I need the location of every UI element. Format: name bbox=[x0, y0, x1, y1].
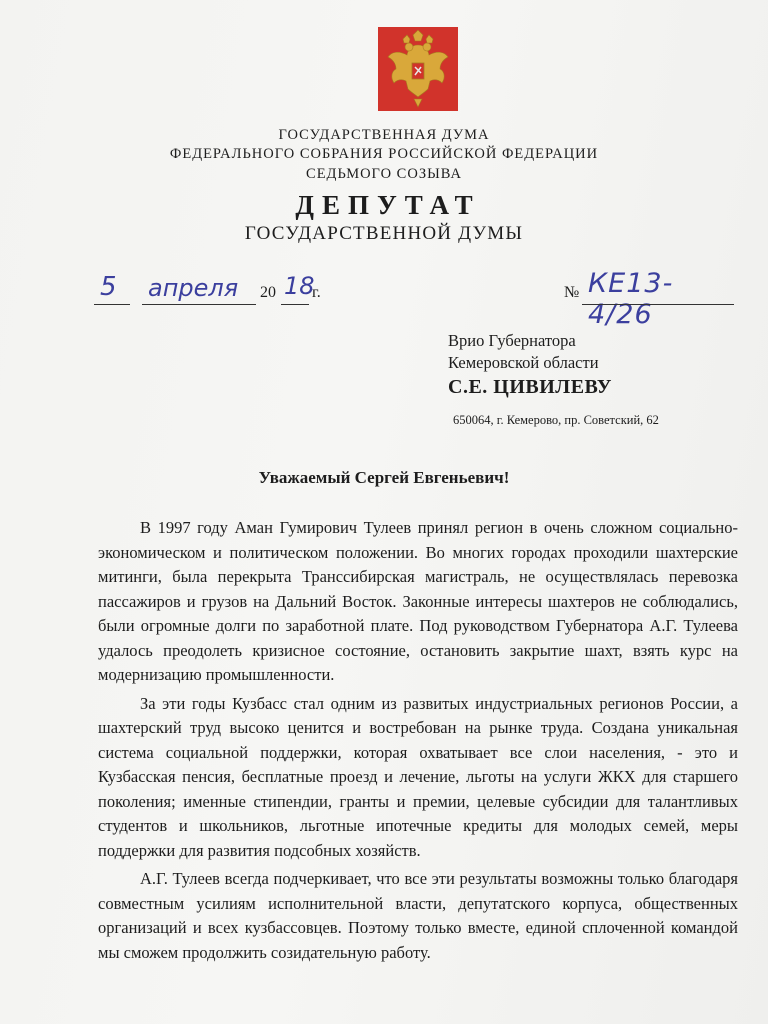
header-line-convocation: СЕДЬМОГО СОЗЫВА bbox=[306, 166, 462, 182]
date-year-prefix: 20 bbox=[260, 284, 276, 301]
date-month-underline bbox=[142, 304, 256, 305]
addressee-postal-address: 650064, г. Кемерово, пр. Советский, 62 bbox=[453, 413, 659, 427]
date-month: апреля bbox=[148, 274, 239, 302]
addressee-position: Врио Губернатора bbox=[448, 331, 576, 350]
body-paragraph: А.Г. Тулеев всегда подчеркивает, что все эти результаты возможны только благодаря совместным усилиям исполнительной власти, депутатского корпуса, общественных организаций и всех кузбассовцев. Поэтому только вместе, единой сплоченной командой мы сможем продолжить созидательную работу. bbox=[98, 869, 738, 962]
header-duma-subtitle: ГОСУДАРСТВЕННОЙ ДУМЫ bbox=[244, 223, 524, 244]
addressee-block bbox=[448, 330, 612, 398]
date-year-underline bbox=[281, 304, 309, 305]
body-paragraph: В 1997 году Аман Гумирович Тулеев принял регион в очень сложном социально-экономическом и политическом положении. Во многих городах проходили шахтерские митинги, была перекрыта Транссибирская магистраль, не осуществлялась перевозка пассажиров и грузов на Дальний Восток. Законные интересы шахтеров не соблюдались, были огромные долги по заработной плате. Под руководством Губернатора А.Г. Тулеева удалось преодолеть кризисное состояние, остановить закрытие шахт, взять курс на модернизацию промышленности. bbox=[98, 518, 738, 684]
body-paragraph: За эти годы Кузбасс стал одним из развитых индустриальных регионов России, а шахтерский труд высоко ценится и востребован на рынке труда. Создана уникальная система социальной поддержки, которая охватывает все слои населения, - это и Кузбасская пенсия, бесплатные проезд и лечение, льготы на услуги ЖКХ для старшего поколения; именные стипендии, гранты и премии, целевые субсидии для талантливых студентов и школьников, льготные ипотечные кредиты для молодых семей, меры поддержки для развития подсобных хозяйств. bbox=[98, 693, 738, 860]
date-day-underline bbox=[94, 304, 130, 305]
reg-number-underline bbox=[582, 304, 734, 305]
addressee-name: С.Е. ЦИВИЛЕВУ bbox=[448, 376, 612, 398]
date-suffix: г. bbox=[312, 284, 321, 301]
date-day: 5 bbox=[100, 272, 117, 302]
salutation: Уважаемый Сергей Евгеньевич! bbox=[258, 468, 510, 487]
header-deputy-title: ДЕПУТАТ bbox=[295, 190, 481, 220]
reg-number-value: КЕ13-4/26 bbox=[588, 268, 674, 330]
coat-of-arms-icon bbox=[378, 27, 458, 111]
date-year-handwritten: 18 bbox=[284, 272, 315, 300]
header-line-federal-assembly: ФЕДЕРАЛЬНОГО СОБРАНИЯ РОССИЙСКОЙ ФЕДЕРАЦИИ bbox=[169, 146, 599, 162]
addressee-region: Кемеровской области bbox=[448, 353, 599, 372]
letter-body bbox=[98, 516, 738, 969]
date-and-number-row bbox=[94, 268, 734, 330]
reg-number-label: № bbox=[564, 284, 580, 301]
header-line-state-duma: ГОСУДАРСТВЕННАЯ ДУМА bbox=[278, 127, 490, 143]
